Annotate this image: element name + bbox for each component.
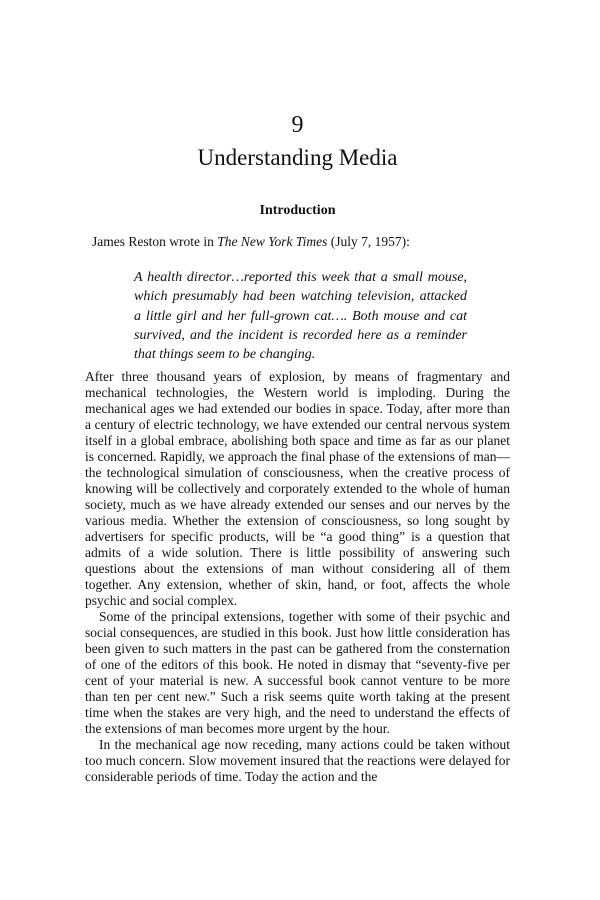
attribution-source-title: The New York Times — [217, 234, 328, 249]
attribution-suffix: (July 7, 1957): — [327, 234, 410, 249]
attribution-prefix: James Reston wrote in — [92, 234, 218, 249]
body-paragraph: After three thousand years of explosion, by means of fragmentary and mechanical technologies, the Western world is imploding. During the mechanical ages we had extended our bodies in space. Today, after more than a century of electric technology, we have extended our central nervous system itself in a global embrace, abolishing both space and time as far as our planet is concerned. Rapidly, we approach the final phase of the extensions of man—the technological simulation of consciousness, when the creative process of knowing will be collectively and corporately extended to the whole of human society, much as we have already extended our senses and our nerves by the various media. Whether the extension of consciousness, so long sought by advertisers for specific products, will be “a good thing” is a question that admits of a wide solution. There is little possibility of answering such questions about the extensions of man without considering all of them together. Any extension, whether of skin, hand, or foot, affects the whole psychic and social complex. — [85, 369, 510, 609]
section-heading: Introduction — [259, 203, 336, 218]
chapter-number: 9 — [291, 112, 304, 138]
epigraph-blockquote: A health director…reported this week that a small mouse, which presumably had been watching television, attacked a little girl and her full-grown cat…. Both mouse and cat survived, and the incident is recorded here as a reminder that things seem to be changing. — [134, 270, 467, 363]
body-paragraph: Some of the principal extensions, together with some of their psychic and social consequences, are studied in this book. Just how little consideration has been given to such matters in the past can be gathered from the consternation of one of the editors of this book. He noted in dismay that “seventy-five per cent of your material is new. A successful book cannot venture to be more than ten per cent new.” Such a risk seems quite worth taking at the present time when the stakes are very high, and the need to understand the effects of the extensions of man becomes more urgent by the hour. — [85, 609, 510, 737]
body-paragraph: In the mechanical age now receding, many actions could be taken without too much concern. Slow movement insured that the reactions were delayed for considerable periods of time. Today the action and the — [85, 737, 510, 785]
chapter-title: Understanding Media — [197, 145, 398, 170]
attribution-line — [85, 233, 510, 251]
